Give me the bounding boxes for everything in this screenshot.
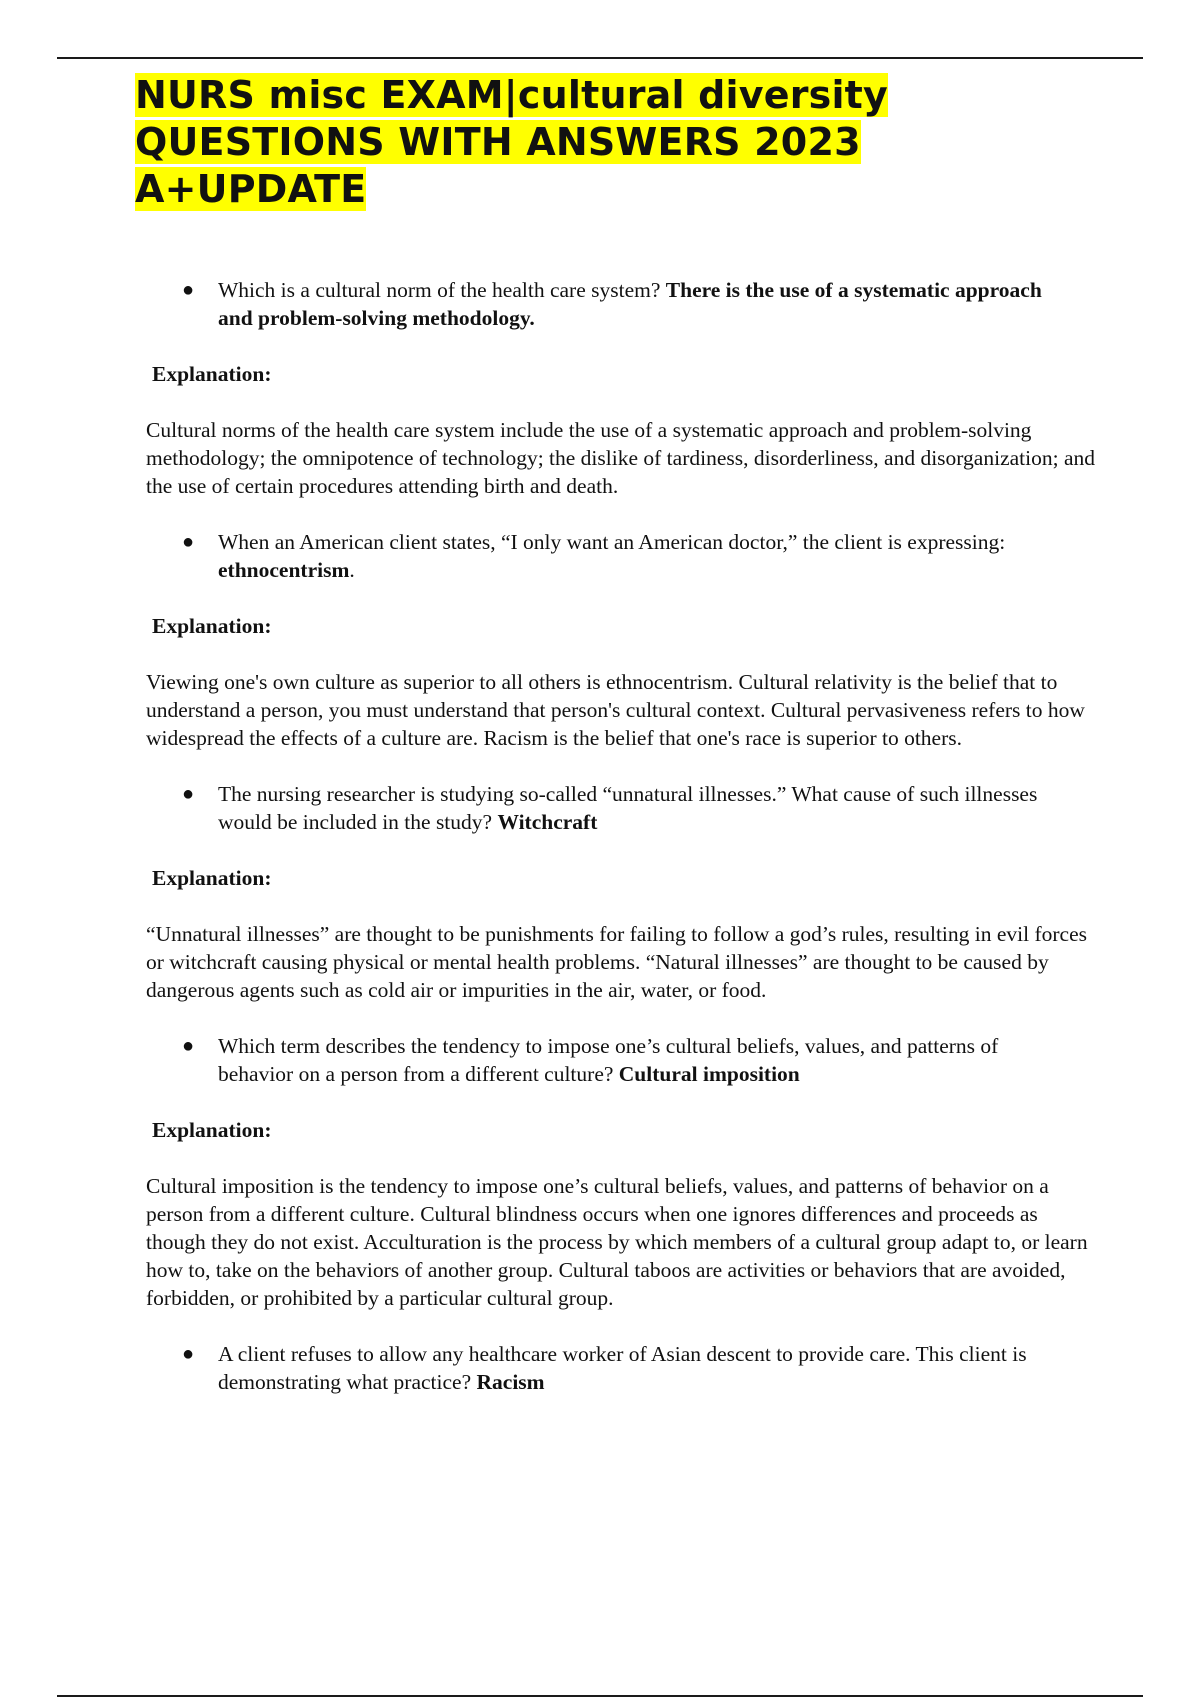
question-item xyxy=(146,780,1076,836)
explanation-label: Explanation: xyxy=(152,1118,272,1142)
explanation-text: “Unnatural illnesses” are thought to be punishments for failing to follow a god’s rules, resulting in evil forces or witchcraft causing physical or mental health problems. “Natural illnesses” are thought to be caused by dangerous agents such as cold air or impurities in the air, water, or food. xyxy=(146,922,1088,1002)
explanation-label: Explanation: xyxy=(152,614,272,638)
bullet-icon: ● xyxy=(182,1035,195,1057)
bullet-icon: ● xyxy=(182,1343,195,1365)
explanation-text: Cultural norms of the health care system include the use of a systematic approach and problem-solving methodology; the omnipotence of technology; the dislike of tardiness, disorderliness, and disorganization; and the use of certain procedures attending birth and death. xyxy=(146,418,1095,498)
question-item xyxy=(146,276,1076,332)
bullet-icon: ● xyxy=(182,279,195,301)
question-text: Which is a cultural norm of the health care system? xyxy=(218,278,661,302)
explanation-text: Cultural imposition is the tendency to impose one’s cultural beliefs, values, and patterns of behavior on a person from a different culture. Cultural blindness occurs when one ignores differences and proceeds as though they do not exist. Acculturation is the process by which members of a cultural group adapt to, or learn how to, take on the behaviors of another group. Cultural taboos are activities or behaviors that are avoided, forbidden, or prohibited by a particular cultural group. xyxy=(146,1174,1088,1310)
question-text: Which term describes the tendency to impose one’s cultural beliefs, values, and patterns of behavior on a person from a different culture? xyxy=(218,1034,999,1086)
answer-text: Racism xyxy=(476,1370,545,1394)
bullet-icon: ● xyxy=(182,531,195,553)
answer-suffix: . xyxy=(349,558,355,582)
question-item xyxy=(146,1032,1076,1088)
question-text: A client refuses to allow any healthcare worker of Asian descent to provide care. This client is demonstrating what practice? xyxy=(218,1342,1027,1394)
answer-text: ethnocentrism xyxy=(218,558,350,582)
question-item xyxy=(146,1340,1076,1396)
answer-text: Cultural imposition xyxy=(618,1062,800,1086)
explanation-label: Explanation: xyxy=(152,362,272,386)
answer-text: There is the use of a systematic approach and problem-solving methodology. xyxy=(218,278,1042,330)
question-text: When an American client states, “I only want an American doctor,” the client is expressing: xyxy=(218,530,1006,554)
answer-text: Witchcraft xyxy=(497,810,598,834)
qa-content xyxy=(146,276,1096,1396)
document-title xyxy=(135,72,1035,213)
top-rule xyxy=(57,57,1143,59)
explanation-text: Viewing one's own culture as superior to all others is ethnocentrism. Cultural relativity is the belief that to understand a person, you must understand that person's cultural context. Cultural pervasiveness refers to how widespread the effects of a culture are. Racism is the belief that one's race is superior to others. xyxy=(146,670,1085,750)
question-item xyxy=(146,528,1076,584)
bottom-rule xyxy=(57,1695,1143,1697)
question-text: The nursing researcher is studying so-called “unnatural illnesses.” What cause of such illnesses would be included in the study? xyxy=(218,782,1038,834)
explanation-label: Explanation: xyxy=(152,866,272,890)
title-highlight: NURS misc EXAM|cultural diversity QUESTIONS WITH ANSWERS 2023 A+UPDATE xyxy=(135,73,889,211)
bullet-icon: ● xyxy=(182,783,195,805)
